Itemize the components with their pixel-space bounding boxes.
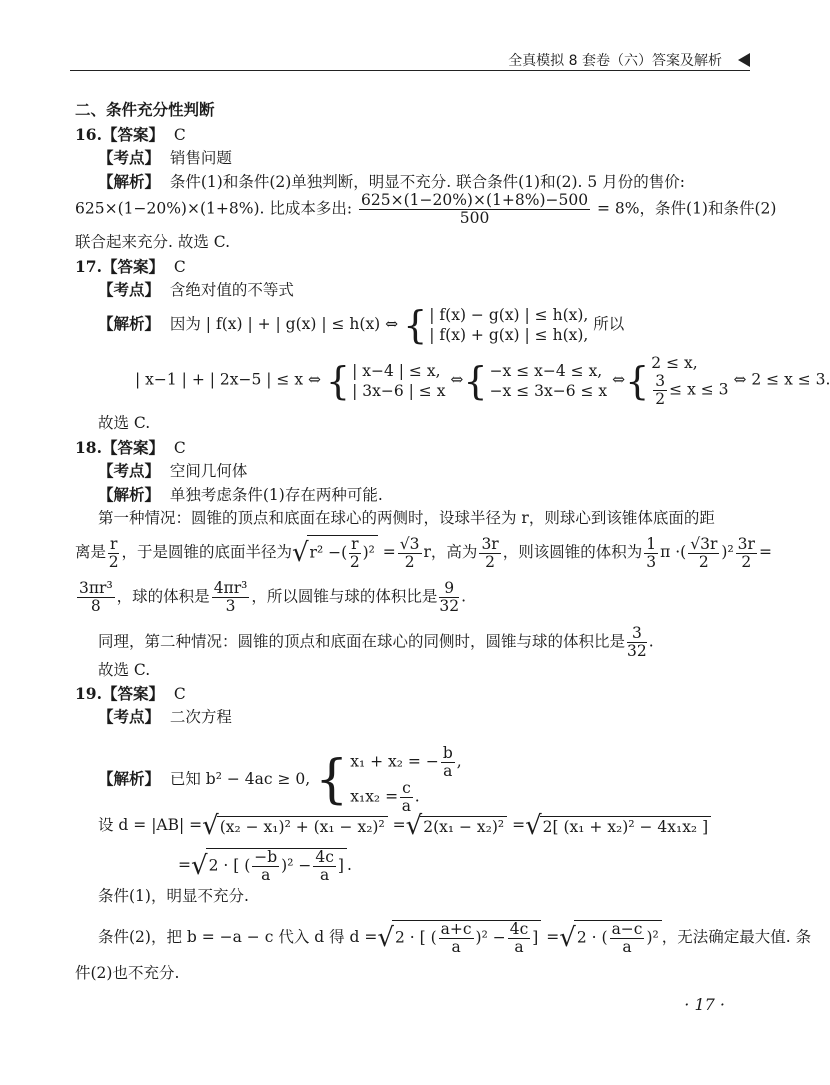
- q16-point-line: 【考点】 销售问题: [98, 148, 232, 167]
- q19-distance-line: 设 d = |AB| =√(x₂ − x₁)² + (x₁ − x₂)² =√2(x₁ − x₂)² =√2[ (x₁ + x₂)² − 4x₁x₂ ]: [98, 815, 711, 837]
- page-number: · 17 ·: [684, 995, 725, 1014]
- q17-system: | f(x) − g(x) | ≤ h(x), | f(x) + g(x) | ≤ h(x),: [429, 306, 589, 344]
- q17-chain-line: | x−1 | + | 2x−5 | ≤ x ⇔ { | x−4 | ≤ x, | 3x−6 | ≤ x ⇔{ −x ≤ x−4 ≤ x, −x ≤ 3x−6 ≤ x ⇔{ 2 ≤ x, $\frac{3}{2}$ ≤ x ≤ 3 ⇔ 2 ≤ x ≤ 3.: [135, 354, 830, 408]
- q16-conclusion: 联合起来充分. 故选 C.: [75, 233, 231, 251]
- section-title: 二、条件充分性判断: [75, 100, 215, 119]
- q17-analysis-line: 【解析】 因为 | f(x) | + | g(x) | ≤ h(x) ⇔ { | f(x) − g(x) | ≤ h(x), | f(x) + g(x) | ≤ h(x), 所以: [98, 303, 625, 347]
- q18-answer-line: 18.【答案】 C: [75, 438, 186, 457]
- q18-case2-line: 同理，第二种情况：圆锥的顶点和底面在球心的同侧时，圆锥与球的体积比是 $\frac{3}{32}$ .: [98, 624, 654, 660]
- header-title: 全真模拟 8 套卷（六）答案及解析: [508, 53, 722, 69]
- q19-cond2-line: 条件(2)，把 b = −a − c 代入 d 得 d =√2 · [ ( $\frac{a+c}{a}$ )² − $\frac{4c}{a}$ ] =√2 · ( $\frac{a-c}{a}$ )² ，无法确定最大值. 条: [98, 920, 812, 956]
- q19-point-line: 【考点】 二次方程: [98, 707, 232, 726]
- q19-system: x₁ + x₂ = − $\frac{b}{a}$ , x₁x₂ = $\frac{c}{a}$ .: [350, 744, 462, 815]
- q18-analysis-line: 【解析】 单独考虑条件(1)存在两种可能.: [98, 485, 383, 504]
- triangle-icon: [738, 53, 750, 67]
- q16-fraction: $\frac{625\times(1-20\%)\times(1+8\%)-500}{500}$: [361, 191, 589, 227]
- q18-case1-line2: 离是 $\frac{r}{2}$ ，于是圆锥的底面半径为√r² −( $\frac{r}{2}$ )² = $\frac{√3}{2}$ r，高为 $\frac{3r}{2}$ ，则该圆锥的体积为 $\frac{1}{3}$ π ·( $\frac{√3r}{2}$ )² $\frac{3r}{2}$ =: [75, 534, 772, 571]
- q19-distance-line2: =√2 · [ ( $\frac{-b}{a}$ )² − $\frac{4c}{a}$ ] .: [178, 848, 352, 884]
- q17-point-line: 【考点】 含绝对值的不等式: [98, 280, 294, 299]
- q18-case1-line3: $\frac{\text{3πr³}}{8}$ ，球的体积是 $\frac{\text{4πr³}}{3}$ ，所以圆锥与球的体积比是 $\frac{9}{32}$ .: [79, 579, 467, 615]
- q19-analysis-line: 【解析】 已知 b² − 4ac ≥ 0, { x₁ + x₂ = − $\frac{b}{a}$ , x₁x₂ = $\frac{c}{a}$ .: [98, 744, 462, 815]
- q18-point-line: 【考点】 空间几何体: [98, 461, 248, 480]
- q19-answer-line: 19.【答案】 C: [75, 684, 186, 703]
- q16-analysis-line: 【解析】 条件(1)和条件(2)单独判断，明显不充分. 联合条件(1)和(2). 5 月份的售价:: [98, 172, 685, 191]
- q17-answer-line: 17.【答案】 C: [75, 257, 186, 276]
- q19-cond2-last: 件(2)也不充分.: [75, 964, 180, 982]
- q19-cond1: 条件(1)，明显不充分.: [98, 887, 249, 905]
- running-header: [70, 50, 750, 71]
- q18-case1-line1: 第一种情况：圆锥的顶点和底面在球心的两侧时，设球半径为 r，则球心到该锥体底面的距: [98, 509, 715, 527]
- q18-conclusion: 故选 C.: [98, 661, 151, 679]
- q16-answer-line: 16.【答案】 C: [75, 125, 186, 144]
- q17-conclusion: 故选 C.: [98, 414, 151, 432]
- q16-formula-line: 625×(1−20%)×(1+8%). 比成本多出: $\frac{625\times(1-20\%)\times(1+8\%)-500}{500}$ = 8%，条件(1)和条件(2): [75, 191, 777, 227]
